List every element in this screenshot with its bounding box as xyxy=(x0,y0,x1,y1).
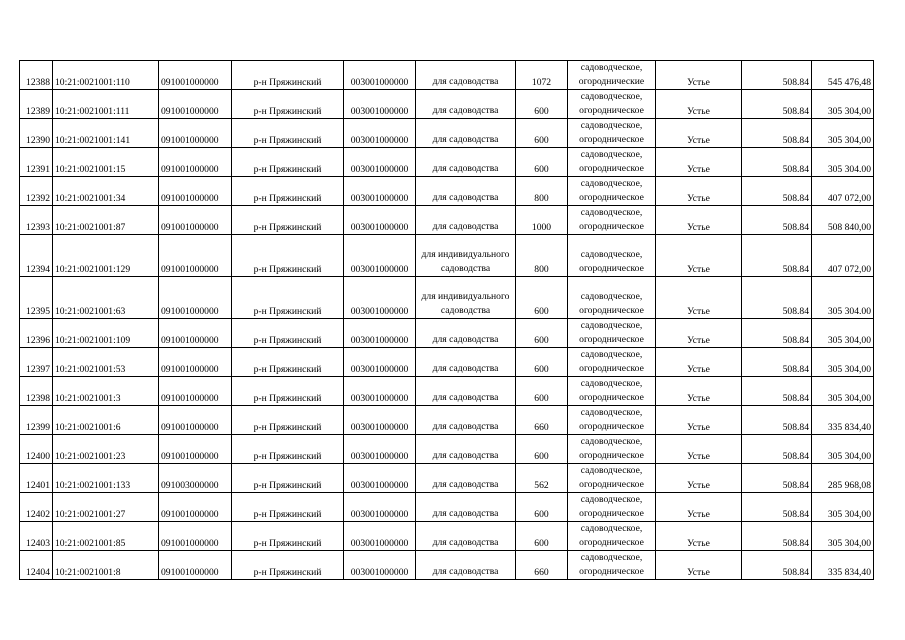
locality-name: Устье xyxy=(656,90,742,119)
oktmo-code: 003001000000 xyxy=(344,148,416,177)
table-row xyxy=(20,348,874,377)
okato-code: 091001000000 xyxy=(159,235,232,277)
district-name: р-н Пряжинский xyxy=(232,235,344,277)
locality-name: Устье xyxy=(656,377,742,406)
row-number: 12398 xyxy=(20,377,53,406)
okato-code: 091001000000 xyxy=(159,551,232,580)
table-row xyxy=(20,90,874,119)
specific-value: 508.84 xyxy=(742,406,812,435)
row-number: 12393 xyxy=(20,206,53,235)
cadastral-number: 10:21:0021001:111 xyxy=(53,90,159,119)
district-name: р-н Пряжинский xyxy=(232,377,344,406)
cadastral-number: 10:21:0021001:34 xyxy=(53,177,159,206)
locality-name: Устье xyxy=(656,435,742,464)
land-category: садоводческое, огородническое xyxy=(568,435,656,464)
permitted-use: для садоводства xyxy=(416,464,516,493)
cadastral-number: 10:21:0021001:129 xyxy=(53,235,159,277)
row-number: 12394 xyxy=(20,235,53,277)
okato-code: 091001000000 xyxy=(159,348,232,377)
area-value: 562 xyxy=(516,464,568,493)
area-value: 600 xyxy=(516,277,568,319)
locality-name: Устье xyxy=(656,464,742,493)
cadastral-number: 10:21:0021001:27 xyxy=(53,493,159,522)
okato-code: 091001000000 xyxy=(159,319,232,348)
okato-code: 091001000000 xyxy=(159,406,232,435)
row-number: 12389 xyxy=(20,90,53,119)
specific-value: 508.84 xyxy=(742,61,812,90)
okato-code: 091001000000 xyxy=(159,377,232,406)
specific-value: 508.84 xyxy=(742,90,812,119)
cadastral-value: 407 072,00 xyxy=(812,235,874,277)
area-value: 600 xyxy=(516,319,568,348)
table-row xyxy=(20,148,874,177)
cadastral-number: 10:21:0021001:15 xyxy=(53,148,159,177)
cadastral-number: 10:21:0021001:85 xyxy=(53,522,159,551)
cadastral-value: 305 304,00 xyxy=(812,493,874,522)
oktmo-code: 003001000000 xyxy=(344,377,416,406)
district-name: р-н Пряжинский xyxy=(232,90,344,119)
area-value: 600 xyxy=(516,493,568,522)
cadastral-number: 10:21:0021001:6 xyxy=(53,406,159,435)
land-category: садоводческое, огородническое xyxy=(568,319,656,348)
cadastral-value: 545 476,48 xyxy=(812,61,874,90)
table-row xyxy=(20,493,874,522)
specific-value: 508.84 xyxy=(742,551,812,580)
cadastral-number: 10:21:0021001:141 xyxy=(53,119,159,148)
cadastral-number: 10:21:0021001:8 xyxy=(53,551,159,580)
district-name: р-н Пряжинский xyxy=(232,493,344,522)
cadastral-value: 305 304.00 xyxy=(812,148,874,177)
specific-value: 508.84 xyxy=(742,277,812,319)
row-number: 12401 xyxy=(20,464,53,493)
oktmo-code: 003001000000 xyxy=(344,235,416,277)
area-value: 600 xyxy=(516,348,568,377)
district-name: р-н Пряжинский xyxy=(232,148,344,177)
specific-value: 508.84 xyxy=(742,493,812,522)
locality-name: Устье xyxy=(656,319,742,348)
specific-value: 508.84 xyxy=(742,177,812,206)
permitted-use: для садоводства xyxy=(416,319,516,348)
locality-name: Устье xyxy=(656,551,742,580)
oktmo-code: 003001000000 xyxy=(344,277,416,319)
area-value: 1000 xyxy=(516,206,568,235)
cadastral-number: 10:21:0021001:133 xyxy=(53,464,159,493)
area-value: 600 xyxy=(516,148,568,177)
district-name: р-н Пряжинский xyxy=(232,206,344,235)
district-name: р-н Пряжинский xyxy=(232,406,344,435)
okato-code: 091001000000 xyxy=(159,435,232,464)
district-name: р-н Пряжинский xyxy=(232,177,344,206)
permitted-use: для садоводства xyxy=(416,119,516,148)
row-number: 12399 xyxy=(20,406,53,435)
permitted-use: для индивидуального садоводства xyxy=(416,235,516,277)
table-row xyxy=(20,177,874,206)
permitted-use: для садоводства xyxy=(416,551,516,580)
specific-value: 508.84 xyxy=(742,119,812,148)
area-value: 600 xyxy=(516,377,568,406)
cadastral-value: 305 304,00 xyxy=(812,435,874,464)
okato-code: 091001000000 xyxy=(159,522,232,551)
oktmo-code: 003001000000 xyxy=(344,206,416,235)
specific-value: 508.84 xyxy=(742,377,812,406)
permitted-use: для садоводства xyxy=(416,493,516,522)
land-category: садоводческое, огородническое xyxy=(568,377,656,406)
specific-value: 508.84 xyxy=(742,148,812,177)
district-name: р-н Пряжинский xyxy=(232,119,344,148)
land-category: садоводческое, огородническое xyxy=(568,177,656,206)
okato-code: 091001000000 xyxy=(159,177,232,206)
specific-value: 508.84 xyxy=(742,522,812,551)
row-number: 12403 xyxy=(20,522,53,551)
cadastral-value: 305 304,00 xyxy=(812,522,874,551)
row-number: 12395 xyxy=(20,277,53,319)
permitted-use: для садоводства xyxy=(416,406,516,435)
district-name: р-н Пряжинский xyxy=(232,277,344,319)
row-number: 12392 xyxy=(20,177,53,206)
cadastral-value: 407 072,00 xyxy=(812,177,874,206)
land-category: садоводческое, огородническое xyxy=(568,493,656,522)
oktmo-code: 003001000000 xyxy=(344,90,416,119)
cadastral-value: 305 304,00 xyxy=(812,90,874,119)
land-category: садоводческое, огородническое xyxy=(568,206,656,235)
locality-name: Устье xyxy=(656,277,742,319)
specific-value: 508.84 xyxy=(742,319,812,348)
table-row xyxy=(20,464,874,493)
area-value: 660 xyxy=(516,406,568,435)
oktmo-code: 003001000000 xyxy=(344,522,416,551)
area-value: 600 xyxy=(516,522,568,551)
cadastral-number: 10:21:0021001:23 xyxy=(53,435,159,464)
specific-value: 508.84 xyxy=(742,348,812,377)
locality-name: Устье xyxy=(656,235,742,277)
oktmo-code: 003001000000 xyxy=(344,119,416,148)
area-value: 660 xyxy=(516,551,568,580)
permitted-use: для садоводства xyxy=(416,90,516,119)
oktmo-code: 003001000000 xyxy=(344,406,416,435)
permitted-use: для садоводства xyxy=(416,435,516,464)
cadastral-value: 508 840,00 xyxy=(812,206,874,235)
locality-name: Устье xyxy=(656,406,742,435)
table-row xyxy=(20,319,874,348)
district-name: р-н Пряжинский xyxy=(232,522,344,551)
cadastral-number: 10:21:0021001:109 xyxy=(53,319,159,348)
permitted-use: для садоводства xyxy=(416,148,516,177)
area-value: 800 xyxy=(516,235,568,277)
land-category: садоводческое, огородническое xyxy=(568,464,656,493)
locality-name: Устье xyxy=(656,177,742,206)
permitted-use: для садоводства xyxy=(416,377,516,406)
row-number: 12397 xyxy=(20,348,53,377)
permitted-use: для садоводства xyxy=(416,348,516,377)
okato-code: 091001000000 xyxy=(159,148,232,177)
row-number: 12390 xyxy=(20,119,53,148)
cadastral-value: 305 304,00 xyxy=(812,119,874,148)
cadastral-number: 10:21:0021001:87 xyxy=(53,206,159,235)
row-number: 12402 xyxy=(20,493,53,522)
specific-value: 508.84 xyxy=(742,235,812,277)
permitted-use: для садоводства xyxy=(416,177,516,206)
district-name: р-н Пряжинский xyxy=(232,319,344,348)
district-name: р-н Пряжинский xyxy=(232,348,344,377)
land-category: садоводческое, огородническое xyxy=(568,406,656,435)
table-row xyxy=(20,377,874,406)
row-number: 12391 xyxy=(20,148,53,177)
cadastral-value: 305 304,00 xyxy=(812,319,874,348)
oktmo-code: 003001000000 xyxy=(344,61,416,90)
table-row xyxy=(20,235,874,277)
locality-name: Устье xyxy=(656,148,742,177)
land-category: садоводческое, огородническое xyxy=(568,348,656,377)
area-value: 600 xyxy=(516,119,568,148)
oktmo-code: 003001000000 xyxy=(344,348,416,377)
cadastral-number: 10:21:0021001:3 xyxy=(53,377,159,406)
oktmo-code: 003001000000 xyxy=(344,551,416,580)
cadastral-value: 305 304,00 xyxy=(812,348,874,377)
oktmo-code: 003001000000 xyxy=(344,464,416,493)
cadastral-value: 335 834,40 xyxy=(812,551,874,580)
okato-code: 091001000000 xyxy=(159,493,232,522)
area-value: 600 xyxy=(516,435,568,464)
cadastral-value: 285 968,08 xyxy=(812,464,874,493)
oktmo-code: 003001000000 xyxy=(344,177,416,206)
locality-name: Устье xyxy=(656,61,742,90)
land-category: садоводческое, огородническое xyxy=(568,277,656,319)
area-value: 1072 xyxy=(516,61,568,90)
district-name: р-н Пряжинский xyxy=(232,551,344,580)
cadastral-value: 335 834,40 xyxy=(812,406,874,435)
locality-name: Устье xyxy=(656,493,742,522)
cadastral-number: 10:21:0021001:110 xyxy=(53,61,159,90)
table-row xyxy=(20,277,874,319)
specific-value: 508.84 xyxy=(742,435,812,464)
land-category: садоводческое, огородническое xyxy=(568,119,656,148)
locality-name: Устье xyxy=(656,522,742,551)
table-row xyxy=(20,119,874,148)
permitted-use: для садоводства xyxy=(416,61,516,90)
locality-name: Устье xyxy=(656,206,742,235)
cadastral-number: 10:21:0021001:63 xyxy=(53,277,159,319)
specific-value: 508.84 xyxy=(742,464,812,493)
cadastral-number: 10:21:0021001:53 xyxy=(53,348,159,377)
row-number: 12396 xyxy=(20,319,53,348)
oktmo-code: 003001000000 xyxy=(344,493,416,522)
locality-name: Устье xyxy=(656,348,742,377)
okato-code: 091001000000 xyxy=(159,61,232,90)
row-number: 12388 xyxy=(20,61,53,90)
permitted-use: для садоводства xyxy=(416,522,516,551)
locality-name: Устье xyxy=(656,119,742,148)
land-category: садоводческое, огородническое xyxy=(568,522,656,551)
cadastral-value: 305 304.00 xyxy=(812,277,874,319)
table-row xyxy=(20,61,874,90)
land-plot-table-page xyxy=(19,60,874,580)
land-category: садоводческое, огородническое xyxy=(568,551,656,580)
permitted-use: для садоводства xyxy=(416,206,516,235)
permitted-use: для индивидуального садоводства xyxy=(416,277,516,319)
district-name: р-н Пряжинский xyxy=(232,435,344,464)
table-row xyxy=(20,551,874,580)
specific-value: 508.84 xyxy=(742,206,812,235)
okato-code: 091001000000 xyxy=(159,206,232,235)
okato-code: 091001000000 xyxy=(159,119,232,148)
row-number: 12404 xyxy=(20,551,53,580)
table-row xyxy=(20,206,874,235)
cadastral-value: 305 304,00 xyxy=(812,377,874,406)
table-row xyxy=(20,406,874,435)
row-number: 12400 xyxy=(20,435,53,464)
land-category: садоводческое, огородническое xyxy=(568,90,656,119)
area-value: 800 xyxy=(516,177,568,206)
oktmo-code: 003001000000 xyxy=(344,319,416,348)
district-name: р-н Пряжинский xyxy=(232,61,344,90)
area-value: 600 xyxy=(516,90,568,119)
land-category: садоводческое, огороднические xyxy=(568,61,656,90)
table-row xyxy=(20,435,874,464)
oktmo-code: 003001000000 xyxy=(344,435,416,464)
land-category: садоводческое, огородническое xyxy=(568,148,656,177)
district-name: р-н Пряжинский xyxy=(232,464,344,493)
okato-code: 091001000000 xyxy=(159,277,232,319)
land-plot-table xyxy=(19,60,874,580)
land-category: садоводческое, огородническое xyxy=(568,235,656,277)
okato-code: 091001000000 xyxy=(159,90,232,119)
table-row xyxy=(20,522,874,551)
okato-code: 091003000000 xyxy=(159,464,232,493)
